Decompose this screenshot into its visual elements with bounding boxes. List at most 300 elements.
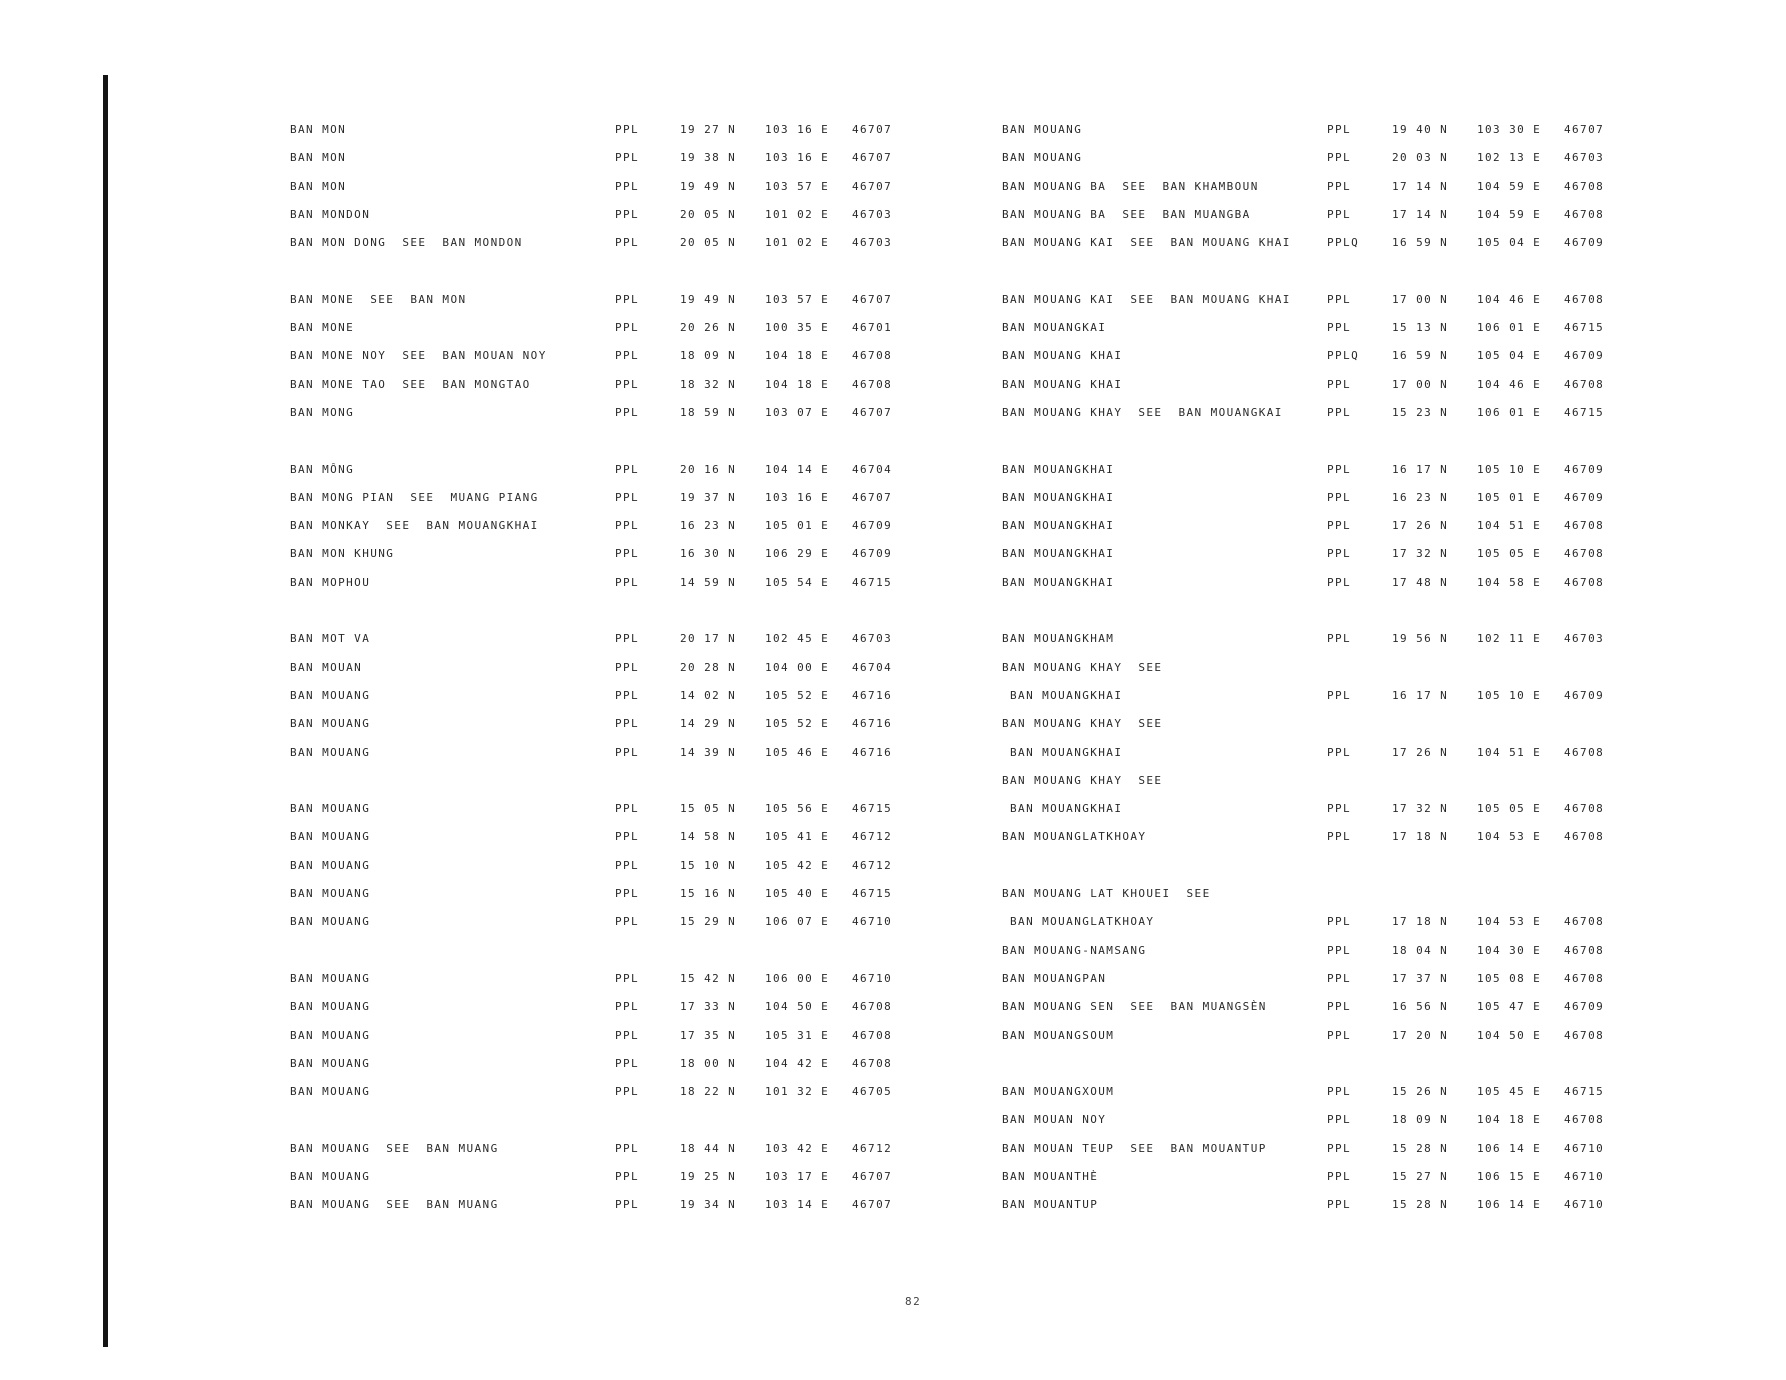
feature-type: PPL (615, 1169, 640, 1183)
page-number: 82 (905, 1295, 922, 1308)
longitude: 106 00 E (765, 971, 830, 985)
place-name: BAN MOUANG (290, 688, 371, 702)
longitude: 104 51 E (1477, 519, 1542, 533)
place-name: BAN MOUANG (290, 1169, 371, 1183)
feature-type: PPL (615, 1028, 640, 1042)
place-name: BAN MON (290, 151, 347, 165)
feature-type: PPL (1327, 405, 1352, 419)
latitude: 15 28 N (1392, 1141, 1449, 1155)
place-name: BAN MONG (290, 405, 355, 419)
place-name: BAN MOUANG KHAY SEE (1002, 717, 1163, 731)
longitude: 105 47 E (1477, 1000, 1542, 1014)
map-sheet-code: 46709 (852, 519, 893, 533)
latitude: 17 00 N (1392, 292, 1449, 306)
feature-type: PPL (615, 830, 640, 844)
place-name: BAN MOUANG-NAMSANG (1002, 943, 1147, 957)
feature-type: PPL (615, 207, 640, 221)
feature-type: PPL (615, 1056, 640, 1070)
feature-type: PPL (1327, 1113, 1352, 1127)
longitude: 103 16 E (765, 123, 830, 136)
place-name: BAN MOUANG KHAI (1002, 377, 1123, 391)
map-sheet-code: 46708 (852, 1056, 893, 1070)
map-sheet-code: 46712 (852, 830, 893, 844)
longitude: 105 01 E (1477, 490, 1542, 504)
feature-type: PPL (615, 858, 640, 872)
longitude: 103 30 E (1477, 123, 1542, 136)
map-sheet-code: 46716 (852, 688, 893, 702)
longitude: 106 07 E (765, 915, 830, 929)
place-name: BAN MOUANGKHAI (1002, 745, 1123, 759)
feature-type: PPL (615, 405, 640, 419)
latitude: 15 27 N (1392, 1169, 1449, 1183)
latitude: 15 10 N (680, 858, 737, 872)
feature-type: PPL (1327, 915, 1352, 929)
place-name: BAN MONE TAO SEE BAN MONGTAO (290, 377, 531, 391)
latitude: 18 44 N (680, 1141, 737, 1155)
feature-type: PPL (615, 745, 640, 759)
map-sheet-code: 46708 (1564, 915, 1605, 929)
longitude: 104 58 E (1477, 575, 1542, 589)
longitude: 104 51 E (1477, 745, 1542, 759)
longitude: 105 46 E (765, 745, 830, 759)
longitude: 105 41 E (765, 830, 830, 844)
latitude: 19 38 N (680, 151, 737, 165)
map-sheet-code: 46707 (852, 151, 893, 165)
map-sheet-code: 46715 (1564, 1085, 1605, 1099)
latitude: 16 59 N (1392, 349, 1449, 363)
feature-type: PPL (1327, 321, 1352, 335)
feature-type: PPL (1327, 1028, 1352, 1042)
feature-type: PPL (615, 1141, 640, 1155)
latitude: 17 48 N (1392, 575, 1449, 589)
feature-type: PPL (1327, 547, 1352, 561)
latitude: 20 03 N (1392, 151, 1449, 165)
longitude: 105 56 E (765, 802, 830, 816)
place-name: BAN MOUANG (290, 830, 371, 844)
place-name: BAN MON KHUNG (290, 547, 395, 561)
longitude: 105 05 E (1477, 547, 1542, 561)
longitude: 104 14 E (765, 462, 830, 476)
latitude: 15 28 N (1392, 1198, 1449, 1212)
place-name: BAN MON (290, 123, 347, 136)
place-name: BAN MOUANG (1002, 151, 1083, 165)
latitude: 16 23 N (680, 519, 737, 533)
latitude: 14 02 N (680, 688, 737, 702)
longitude: 105 05 E (1477, 802, 1542, 816)
place-name: BAN MOUANGPAN (1002, 971, 1107, 985)
feature-type: PPL (1327, 462, 1352, 476)
feature-type: PPLQ (1327, 349, 1360, 363)
longitude: 104 18 E (1477, 1113, 1542, 1127)
place-name: BAN MOUANG (290, 887, 371, 901)
feature-type: PPL (615, 915, 640, 929)
map-sheet-code: 46709 (1564, 349, 1605, 363)
map-sheet-code: 46708 (1564, 830, 1605, 844)
place-name: BAN MOUANG (290, 858, 371, 872)
place-name: BAN MOUANG KHAY SEE BAN MOUANGKAI (1002, 405, 1283, 419)
latitude: 18 09 N (680, 349, 737, 363)
map-sheet-code: 46708 (1564, 179, 1605, 193)
map-sheet-code: 46707 (852, 123, 893, 136)
latitude: 16 30 N (680, 547, 737, 561)
place-name: BAN MON DONG SEE BAN MONDON (290, 236, 523, 250)
longitude: 103 57 E (765, 292, 830, 306)
feature-type: PPL (1327, 1169, 1352, 1183)
longitude: 104 53 E (1477, 915, 1542, 929)
longitude: 104 46 E (1477, 292, 1542, 306)
longitude: 103 16 E (765, 490, 830, 504)
map-sheet-code: 46716 (852, 717, 893, 731)
latitude: 18 32 N (680, 377, 737, 391)
longitude: 104 50 E (765, 1000, 830, 1014)
longitude: 104 42 E (765, 1056, 830, 1070)
feature-type: PPL (615, 802, 640, 816)
feature-type: PPL (1327, 207, 1352, 221)
feature-type: PPL (615, 717, 640, 731)
latitude: 18 09 N (1392, 1113, 1449, 1127)
map-sheet-code: 46707 (852, 179, 893, 193)
feature-type: PPL (615, 462, 640, 476)
map-sheet-code: 46703 (852, 632, 893, 646)
latitude: 16 59 N (1392, 236, 1449, 250)
longitude: 103 57 E (765, 179, 830, 193)
feature-type: PPL (1327, 1198, 1352, 1212)
map-sheet-code: 46708 (1564, 292, 1605, 306)
map-sheet-code: 46708 (1564, 547, 1605, 561)
feature-type: PPL (615, 377, 640, 391)
place-name: BAN MOUANTHÈ (1002, 1169, 1099, 1183)
place-name: BAN MOUANTUP (1002, 1198, 1099, 1212)
longitude: 103 14 E (765, 1198, 830, 1212)
map-sheet-code: 46704 (852, 660, 893, 674)
longitude: 105 04 E (1477, 236, 1542, 250)
longitude: 105 54 E (765, 575, 830, 589)
feature-type: PPL (615, 519, 640, 533)
latitude: 18 00 N (680, 1056, 737, 1070)
latitude: 14 29 N (680, 717, 737, 731)
feature-type: PPL (1327, 1000, 1352, 1014)
latitude: 19 49 N (680, 179, 737, 193)
place-name: BAN MOUANG KHAI (1002, 349, 1123, 363)
place-name: BAN MOUANG (290, 971, 371, 985)
place-name: BAN MONE NOY SEE BAN MOUAN NOY (290, 349, 547, 363)
longitude: 105 08 E (1477, 971, 1542, 985)
map-sheet-code: 46715 (1564, 405, 1605, 419)
latitude: 19 49 N (680, 292, 737, 306)
map-sheet-code: 46715 (852, 575, 893, 589)
longitude: 105 40 E (765, 887, 830, 901)
latitude: 15 42 N (680, 971, 737, 985)
place-name: BAN MONG PIAN SEE MUANG PIANG (290, 490, 539, 504)
feature-type: PPL (615, 321, 640, 335)
place-name: BAN MON (290, 179, 347, 193)
map-sheet-code: 46704 (852, 462, 893, 476)
feature-type: PPL (615, 632, 640, 646)
longitude: 103 16 E (765, 151, 830, 165)
feature-type: PPL (1327, 490, 1352, 504)
longitude: 103 42 E (765, 1141, 830, 1155)
longitude: 105 04 E (1477, 349, 1542, 363)
place-name: BAN MOUANG SEE BAN MUANG (290, 1198, 499, 1212)
longitude: 104 59 E (1477, 207, 1542, 221)
latitude: 15 13 N (1392, 321, 1449, 335)
map-sheet-code: 46710 (1564, 1141, 1605, 1155)
latitude: 15 05 N (680, 802, 737, 816)
latitude: 19 25 N (680, 1169, 737, 1183)
feature-type: PPL (615, 151, 640, 165)
place-name: BAN MOUANG BA SEE BAN KHAMBOUN (1002, 179, 1259, 193)
feature-type: PPL (1327, 688, 1352, 702)
place-name: BAN MOUANG (290, 1085, 371, 1099)
map-sheet-code: 46709 (852, 547, 893, 561)
latitude: 14 39 N (680, 745, 737, 759)
map-sheet-code: 46708 (1564, 802, 1605, 816)
latitude: 17 14 N (1392, 179, 1449, 193)
place-name: BAN MOPHOU (290, 575, 371, 589)
feature-type: PPL (1327, 519, 1352, 533)
map-sheet-code: 46707 (852, 292, 893, 306)
latitude: 15 16 N (680, 887, 737, 901)
place-name: BAN MOUANG KAI SEE BAN MOUANG KHAI (1002, 236, 1291, 250)
longitude: 106 15 E (1477, 1169, 1542, 1183)
longitude: 102 45 E (765, 632, 830, 646)
place-name: BAN MÔNG (290, 462, 355, 476)
longitude: 104 30 E (1477, 943, 1542, 957)
map-sheet-code: 46707 (852, 405, 893, 419)
feature-type: PPL (1327, 1141, 1352, 1155)
feature-type: PPL (615, 688, 640, 702)
latitude: 17 33 N (680, 1000, 737, 1014)
longitude: 104 46 E (1477, 377, 1542, 391)
longitude: 105 31 E (765, 1028, 830, 1042)
place-name: BAN MOUANGKHAI (1002, 688, 1123, 702)
latitude: 20 17 N (680, 632, 737, 646)
latitude: 14 59 N (680, 575, 737, 589)
latitude: 17 00 N (1392, 377, 1449, 391)
latitude: 17 32 N (1392, 802, 1449, 816)
map-sheet-code: 46707 (852, 1198, 893, 1212)
place-name: BAN MOUANGXOUM (1002, 1085, 1115, 1099)
longitude: 105 01 E (765, 519, 830, 533)
place-name: BAN MONE SEE BAN MON (290, 292, 467, 306)
longitude: 105 10 E (1477, 688, 1542, 702)
longitude: 101 02 E (765, 236, 830, 250)
place-name: BAN MOUANG (290, 1000, 371, 1014)
latitude: 20 05 N (680, 236, 737, 250)
place-name: BAN MOUANGLATKHOAY (1002, 915, 1155, 929)
map-sheet-code: 46709 (1564, 490, 1605, 504)
feature-type: PPL (1327, 377, 1352, 391)
longitude: 106 29 E (765, 547, 830, 561)
map-sheet-code: 46708 (852, 1000, 893, 1014)
longitude: 106 14 E (1477, 1141, 1542, 1155)
feature-type: PPL (1327, 151, 1352, 165)
map-sheet-code: 46709 (1564, 688, 1605, 702)
latitude: 17 26 N (1392, 745, 1449, 759)
latitude: 18 59 N (680, 405, 737, 419)
feature-type: PPL (615, 179, 640, 193)
place-name: BAN MOUANGKHAM (1002, 632, 1115, 646)
feature-type: PPL (615, 547, 640, 561)
latitude: 17 32 N (1392, 547, 1449, 561)
longitude: 105 45 E (1477, 1085, 1542, 1099)
latitude: 19 37 N (680, 490, 737, 504)
latitude: 19 56 N (1392, 632, 1449, 646)
place-name: BAN MOUANG SEE BAN MUANG (290, 1141, 499, 1155)
place-name: BAN MOUANGKAI (1002, 321, 1107, 335)
feature-type: PPLQ (1327, 236, 1360, 250)
map-sheet-code: 46715 (852, 802, 893, 816)
place-name: BAN MOUANG BA SEE BAN MUANGBA (1002, 207, 1251, 221)
map-sheet-code: 46716 (852, 745, 893, 759)
place-name: BAN MONDON (290, 207, 371, 221)
longitude: 104 00 E (765, 660, 830, 674)
map-sheet-code: 46708 (1564, 519, 1605, 533)
map-sheet-code: 46709 (1564, 462, 1605, 476)
map-sheet-code: 46712 (852, 1141, 893, 1155)
latitude: 17 35 N (680, 1028, 737, 1042)
longitude: 101 02 E (765, 207, 830, 221)
latitude: 17 26 N (1392, 519, 1449, 533)
map-sheet-code: 46708 (1564, 745, 1605, 759)
latitude: 19 34 N (680, 1198, 737, 1212)
feature-type: PPL (615, 292, 640, 306)
feature-type: PPL (615, 490, 640, 504)
map-sheet-code: 46705 (852, 1085, 893, 1099)
map-sheet-code: 46708 (1564, 575, 1605, 589)
map-sheet-code: 46708 (1564, 207, 1605, 221)
latitude: 16 17 N (1392, 462, 1449, 476)
latitude: 15 29 N (680, 915, 737, 929)
map-sheet-code: 46703 (1564, 151, 1605, 165)
longitude: 102 11 E (1477, 632, 1542, 646)
place-name: BAN MOUANGKHAI (1002, 575, 1115, 589)
feature-type: PPL (615, 349, 640, 363)
place-name: BAN MOUANGSOUM (1002, 1028, 1115, 1042)
latitude: 17 18 N (1392, 830, 1449, 844)
place-name: BAN MOUAN NOY (1002, 1113, 1107, 1127)
place-name: BAN MOUANG (290, 1056, 371, 1070)
feature-type: PPL (615, 123, 640, 136)
map-sheet-code: 46708 (852, 1028, 893, 1042)
feature-type: PPL (615, 575, 640, 589)
longitude: 105 10 E (1477, 462, 1542, 476)
map-sheet-code: 46707 (852, 1169, 893, 1183)
longitude: 106 01 E (1477, 405, 1542, 419)
feature-type: PPL (615, 1000, 640, 1014)
longitude: 105 52 E (765, 688, 830, 702)
feature-type: PPL (1327, 971, 1352, 985)
place-name: BAN MOUAN TEUP SEE BAN MOUANTUP (1002, 1141, 1267, 1155)
place-name: BAN MOUANG KHAY SEE (1002, 773, 1163, 787)
place-name: BAN MONE (290, 321, 355, 335)
place-name: BAN MOUAN (290, 660, 363, 674)
feature-type: PPL (615, 1198, 640, 1212)
feature-type: PPL (1327, 1085, 1352, 1099)
feature-type: PPL (1327, 632, 1352, 646)
feature-type: PPL (615, 1085, 640, 1099)
feature-type: PPL (615, 660, 640, 674)
place-name: BAN MOUANG (290, 915, 371, 929)
longitude: 104 50 E (1477, 1028, 1542, 1042)
map-sheet-code: 46708 (1564, 1028, 1605, 1042)
longitude: 106 14 E (1477, 1198, 1542, 1212)
map-sheet-code: 46707 (852, 490, 893, 504)
place-name: BAN MOUANG KHAY SEE (1002, 660, 1163, 674)
map-sheet-code: 46707 (1564, 123, 1605, 136)
latitude: 19 40 N (1392, 123, 1449, 136)
place-name: BAN MOUANG (290, 717, 371, 731)
longitude: 104 59 E (1477, 179, 1542, 193)
longitude: 103 07 E (765, 405, 830, 419)
feature-type: PPL (1327, 123, 1352, 136)
longitude: 104 53 E (1477, 830, 1542, 844)
place-name: BAN MOUANG (1002, 123, 1083, 136)
latitude: 16 23 N (1392, 490, 1449, 504)
feature-type: PPL (1327, 745, 1352, 759)
place-name: BAN MOUANGLATKHOAY (1002, 830, 1147, 844)
feature-type: PPL (615, 971, 640, 985)
map-sheet-code: 46708 (852, 377, 893, 391)
map-sheet-code: 46703 (852, 236, 893, 250)
latitude: 18 22 N (680, 1085, 737, 1099)
latitude: 17 18 N (1392, 915, 1449, 929)
place-name: BAN MOT VA (290, 632, 371, 646)
latitude: 16 56 N (1392, 1000, 1449, 1014)
map-sheet-code: 46703 (852, 207, 893, 221)
map-sheet-code: 46708 (852, 349, 893, 363)
place-name: BAN MOUANGKHAI (1002, 547, 1115, 561)
latitude: 14 58 N (680, 830, 737, 844)
latitude: 15 23 N (1392, 405, 1449, 419)
longitude: 106 01 E (1477, 321, 1542, 335)
feature-type: PPL (1327, 943, 1352, 957)
longitude: 102 13 E (1477, 151, 1542, 165)
feature-type: PPL (615, 236, 640, 250)
longitude: 105 52 E (765, 717, 830, 731)
latitude: 16 17 N (1392, 688, 1449, 702)
map-sheet-code: 46703 (1564, 632, 1605, 646)
place-name: BAN MOUANG SEN SEE BAN MUANGSÈN (1002, 1000, 1267, 1014)
place-name: BAN MOUANG LAT KHOUEI SEE (1002, 887, 1211, 901)
longitude: 101 32 E (765, 1085, 830, 1099)
map-sheet-code: 46708 (1564, 377, 1605, 391)
map-sheet-code: 46701 (852, 321, 893, 335)
feature-type: PPL (1327, 802, 1352, 816)
place-name: BAN MOUANG KAI SEE BAN MOUANG KHAI (1002, 292, 1291, 306)
feature-type: PPL (1327, 292, 1352, 306)
latitude: 17 14 N (1392, 207, 1449, 221)
feature-type: PPL (1327, 830, 1352, 844)
map-sheet-code: 46710 (852, 971, 893, 985)
map-sheet-code: 46715 (1564, 321, 1605, 335)
place-name: BAN MOUANGKHAI (1002, 462, 1115, 476)
map-sheet-code: 46708 (1564, 943, 1605, 957)
place-name: BAN MOUANGKHAI (1002, 519, 1115, 533)
map-sheet-code: 46708 (1564, 1113, 1605, 1127)
map-sheet-code: 46715 (852, 887, 893, 901)
latitude: 20 28 N (680, 660, 737, 674)
latitude: 18 04 N (1392, 943, 1449, 957)
latitude: 17 37 N (1392, 971, 1449, 985)
feature-type: PPL (1327, 179, 1352, 193)
longitude: 103 17 E (765, 1169, 830, 1183)
feature-type: PPL (615, 887, 640, 901)
place-name: BAN MOUANG (290, 745, 371, 759)
place-name: BAN MOUANGKHAI (1002, 802, 1123, 816)
map-sheet-code: 46710 (852, 915, 893, 929)
place-name: BAN MONKAY SEE BAN MOUANGKHAI (290, 519, 539, 533)
